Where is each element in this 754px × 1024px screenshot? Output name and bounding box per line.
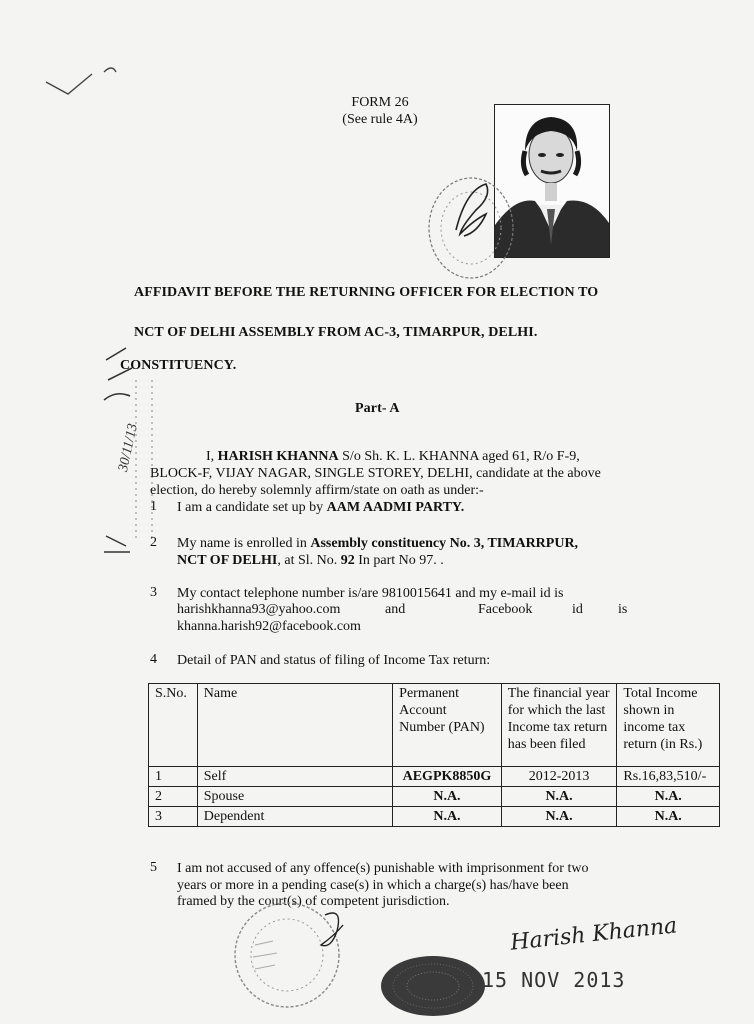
- cell-name: Dependent: [197, 807, 392, 827]
- item-2-plain-3: In part No 97. .: [354, 553, 444, 568]
- intro-line2: BLOCK-F, VIJAY NAGAR, SINGLE STOREY, DELHI, candidate at the above: [150, 466, 601, 481]
- header-name: Name: [197, 684, 392, 767]
- date-stamp: 15 NOV 2013: [482, 968, 626, 992]
- intro-line3: election, do hereby solemnly affirm/state on oath as under:-: [150, 483, 484, 498]
- cell-income: N.A.: [617, 807, 720, 827]
- nct-name: NCT OF DELHI: [177, 553, 278, 568]
- govt-seal-stamp-icon: [225, 895, 355, 1015]
- item-5-line2: years or more in a pending case(s) in which a charge(s) has/have been: [177, 878, 569, 893]
- affidavit-title-line2: NCT OF DELHI ASSEMBLY FROM AC-3, TIMARPUR, DELHI.: [134, 325, 538, 340]
- pan-table: [148, 683, 720, 827]
- table-row: [149, 807, 720, 827]
- item-5-number: 5: [150, 860, 157, 875]
- candidate-name: HARISH KHANNA: [217, 449, 339, 464]
- item-2-number: 2: [150, 535, 157, 550]
- item-3-and: and: [385, 602, 406, 617]
- cell-name: Spouse: [197, 787, 392, 807]
- header-financial-year: The financial year for which the last Income tax return has been filed: [501, 684, 617, 767]
- item-3-line1: My contact telephone number is/are 9810015641 and my e-mail id is: [177, 586, 564, 601]
- item-2-plain-2: , at Sl. No.: [277, 553, 341, 568]
- part-heading: Part- A: [355, 401, 400, 416]
- cell-income: N.A.: [617, 787, 720, 807]
- cell-sno: 3: [149, 807, 198, 827]
- item-5-line1: I am not accused of any offence(s) punishable with imprisonment for two: [177, 861, 589, 876]
- item-3-facebook: Facebook: [478, 602, 533, 617]
- item-3-is: is: [618, 602, 628, 617]
- cell-year: 2012-2013: [501, 767, 617, 787]
- cell-sno: 2: [149, 787, 198, 807]
- thumb-impression-icon: [378, 950, 488, 1020]
- margin-note: 30/11/13: [116, 422, 141, 474]
- item-3-email: harishkhanna93@yahoo.com: [177, 602, 341, 617]
- intro-text: I,: [206, 449, 218, 464]
- cell-pan: AEGPK8850G: [393, 767, 502, 787]
- header-total-income: Total Income shown in income tax return (in Rs.): [617, 684, 720, 767]
- table-row: [149, 787, 720, 807]
- intro-text-2: S/o Sh. K. L. KHANNA aged 61, R/o F-9,: [338, 449, 580, 464]
- cell-name: Self: [197, 767, 392, 787]
- affidavit-title-line3: CONSTITUENCY.: [120, 358, 237, 373]
- item-3-facebook-id: khanna.harish92@facebook.com: [177, 619, 361, 634]
- cell-pan: N.A.: [393, 787, 502, 807]
- item-2-plain: My name is enrolled in: [177, 536, 311, 551]
- header-sno: S.No.: [149, 684, 198, 767]
- item-1-plain: I am a candidate set up by: [177, 500, 327, 515]
- table-row: [149, 767, 720, 787]
- form-number: FORM 26: [351, 95, 409, 110]
- serial-number: 92: [340, 553, 355, 568]
- item-3-id: id: [572, 602, 583, 617]
- cell-year: N.A.: [501, 807, 617, 827]
- affidavit-title-line1: AFFIDAVIT BEFORE THE RETURNING OFFICER FOR ELECTION TO: [134, 285, 599, 300]
- item-4-text: Detail of PAN and status of filing of Income Tax return:: [177, 653, 491, 668]
- constituency-name: Assembly constituency No. 3, TIMARRPUR,: [310, 536, 579, 551]
- item-4-number: 4: [150, 652, 157, 667]
- cell-sno: 1: [149, 767, 198, 787]
- item-5-line3: framed by the court(s) of competent jurisdiction.: [177, 894, 450, 909]
- candidate-signature: Harish Khanna: [509, 913, 679, 956]
- table-header-row: [149, 684, 720, 767]
- cell-pan: N.A.: [393, 807, 502, 827]
- header-pan: Permanent Account Number (PAN): [393, 684, 502, 767]
- item-1-number: 1: [150, 499, 157, 514]
- party-name: AAM AADMI PARTY.: [326, 500, 465, 515]
- item-3-number: 3: [150, 585, 157, 600]
- form-rule: (See rule 4A): [342, 112, 418, 127]
- cell-year: N.A.: [501, 787, 617, 807]
- cell-income: Rs.16,83,510/-: [617, 767, 720, 787]
